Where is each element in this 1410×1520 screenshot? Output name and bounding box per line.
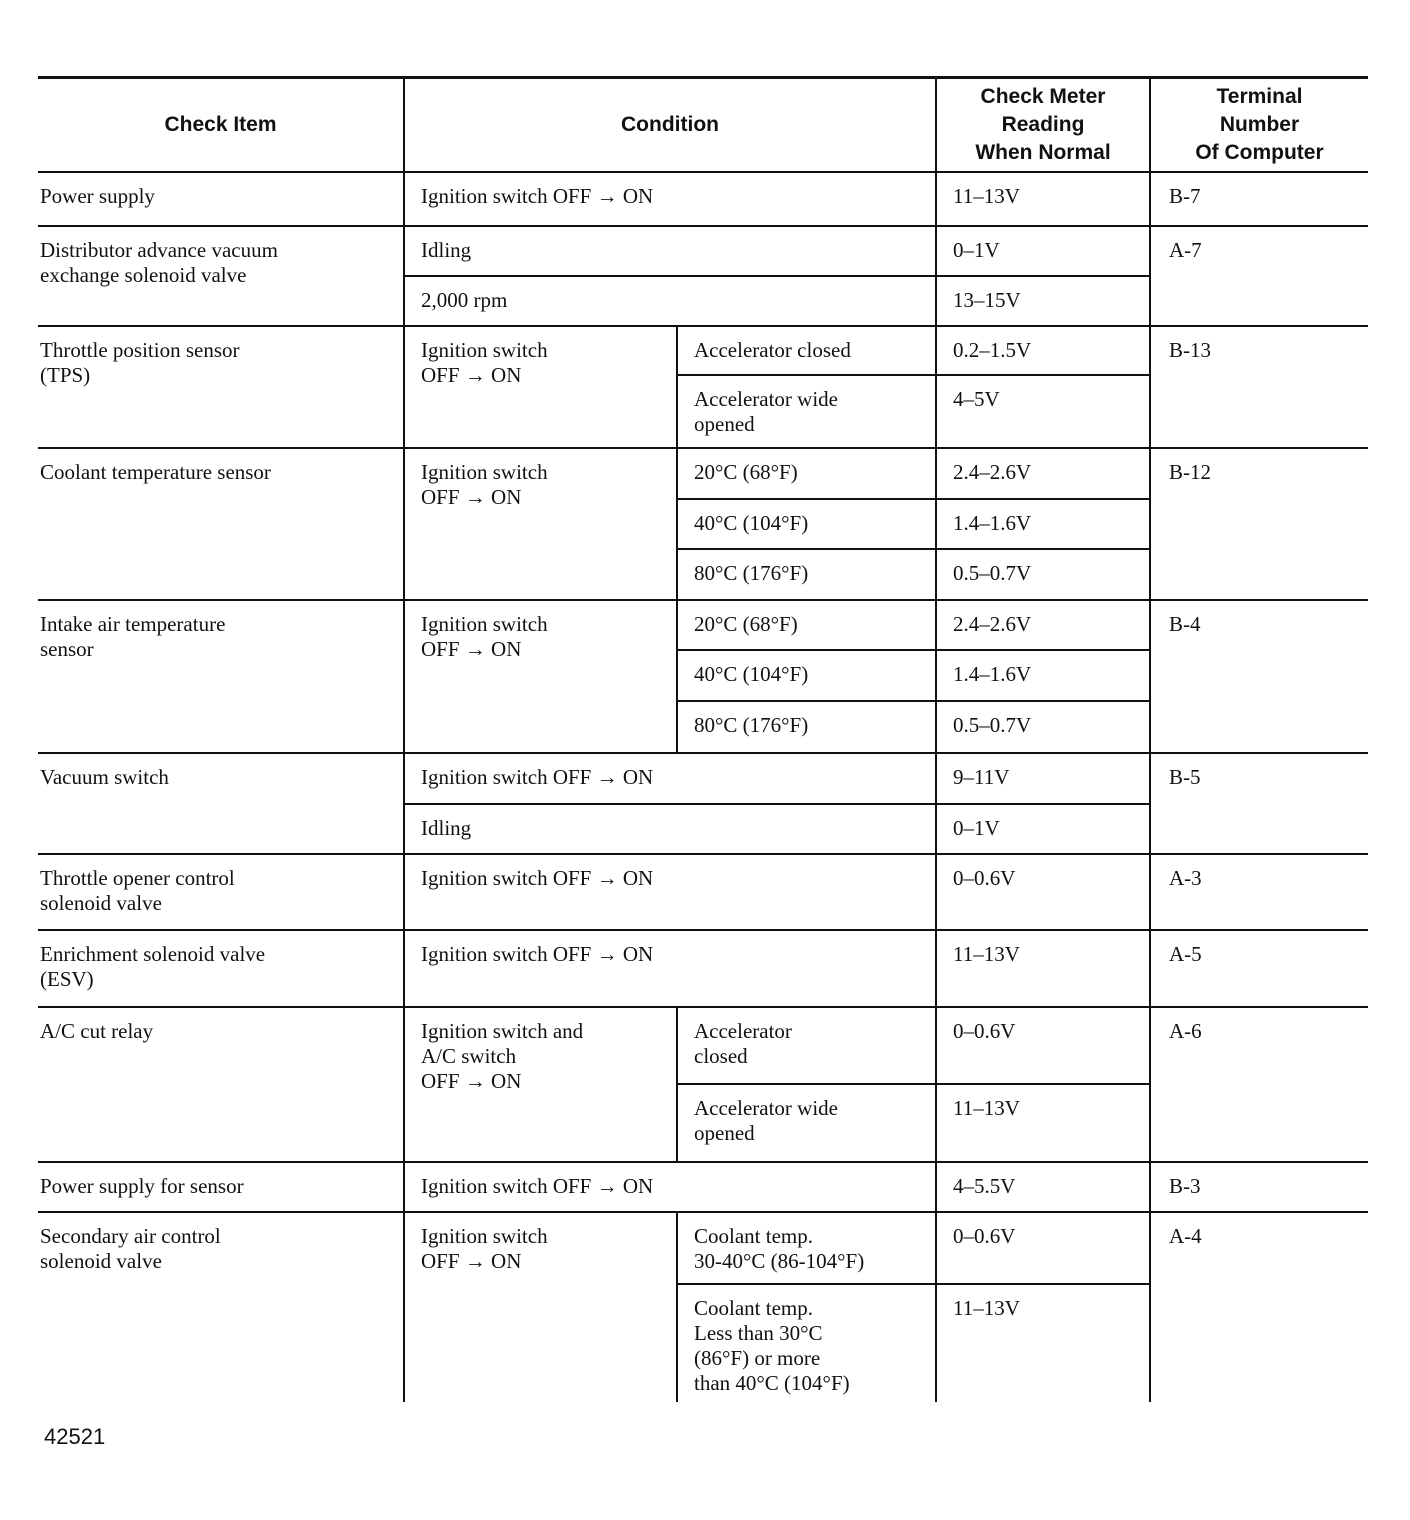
condition-cell: Ignition switch OFF → ON (404, 1212, 677, 1402)
terminal-cell: B-5 (1150, 753, 1368, 854)
check-item-cell: Power supply (38, 172, 404, 226)
figure-code: 42521 (44, 1424, 106, 1449)
reading-cell: 1.4–1.6V (936, 650, 1150, 701)
reading-cell: 2.4–2.6V (936, 448, 1150, 499)
condition-cell: Ignition switch OFF → ON (404, 172, 936, 226)
reading-cell: 11–13V (936, 1084, 1150, 1162)
sub-condition-cell: Accelerator closed (677, 326, 936, 375)
condition-cell: Ignition switch OFF → ON (404, 326, 677, 448)
condition-cell: Ignition switch OFF → ON (404, 600, 677, 753)
table-body (38, 172, 1368, 1402)
check-item-cell: Vacuum switch (38, 753, 404, 854)
table-row (38, 448, 1368, 499)
terminal-cell: B-12 (1150, 448, 1368, 600)
terminal-cell: B-7 (1150, 172, 1368, 226)
condition-cell: Idling (404, 804, 936, 854)
table-row (38, 930, 1368, 1007)
sub-condition-cell: Coolant temp. Less than 30°C (86°F) or more than 40°C (104°F) (677, 1284, 936, 1402)
reading-cell: 4–5V (936, 375, 1150, 448)
terminal-cell: A-3 (1150, 854, 1368, 930)
table-row (38, 1007, 1368, 1084)
reading-cell: 0.2–1.5V (936, 326, 1150, 375)
reading-cell: 4–5.5V (936, 1162, 1150, 1212)
reading-cell: 0–0.6V (936, 1007, 1150, 1084)
reading-cell: 11–13V (936, 172, 1150, 226)
header-terminal-number: Terminal Number Of Computer (1150, 78, 1368, 173)
condition-cell: Ignition switch OFF → ON (404, 1162, 936, 1212)
reading-cell: 0.5–0.7V (936, 701, 1150, 753)
condition-cell: Ignition switch OFF → ON (404, 448, 677, 600)
reading-cell: 11–13V (936, 930, 1150, 1007)
terminal-cell: B-13 (1150, 326, 1368, 448)
check-item-cell: Throttle position sensor (TPS) (38, 326, 404, 448)
condition-cell: Idling (404, 226, 936, 276)
reading-cell: 0–0.6V (936, 1212, 1150, 1284)
check-item-cell: A/C cut relay (38, 1007, 404, 1162)
condition-cell: Ignition switch OFF → ON (404, 854, 936, 930)
sub-condition-cell: 20°C (68°F) (677, 448, 936, 499)
check-item-cell: Secondary air control solenoid valve (38, 1212, 404, 1402)
table-row (38, 1212, 1368, 1284)
sub-condition-cell: Accelerator wide opened (677, 375, 936, 448)
header-condition: Condition (404, 78, 936, 173)
check-item-cell: Power supply for sensor (38, 1162, 404, 1212)
terminal-cell: B-4 (1150, 600, 1368, 753)
table-row (38, 753, 1368, 804)
table-row (38, 1162, 1368, 1212)
terminal-cell: A-6 (1150, 1007, 1368, 1162)
header-row (38, 78, 1368, 173)
terminal-cell: B-3 (1150, 1162, 1368, 1212)
reading-cell: 13–15V (936, 276, 1150, 326)
terminal-cell: A-5 (1150, 930, 1368, 1007)
table-row (38, 600, 1368, 650)
check-item-cell: Distributor advance vacuum exchange solenoid valve (38, 226, 404, 326)
reading-cell: 0–0.6V (936, 854, 1150, 930)
reading-cell: 11–13V (936, 1284, 1150, 1402)
sub-condition-cell: 40°C (104°F) (677, 650, 936, 701)
check-item-cell: Coolant temperature sensor (38, 448, 404, 600)
header-meter-reading: Check Meter Reading When Normal (936, 78, 1150, 173)
header-check-item: Check Item (38, 78, 404, 173)
reading-cell: 1.4–1.6V (936, 499, 1150, 549)
table-row (38, 172, 1368, 226)
table-row (38, 854, 1368, 930)
reading-cell: 9–11V (936, 753, 1150, 804)
ecu-check-table (38, 76, 1368, 1402)
condition-cell: 2,000 rpm (404, 276, 936, 326)
sub-condition-cell: Accelerator closed (677, 1007, 936, 1084)
sub-condition-cell: 80°C (176°F) (677, 701, 936, 753)
check-item-cell: Enrichment solenoid valve (ESV) (38, 930, 404, 1007)
check-table-sheet (38, 76, 1368, 1402)
sub-condition-cell: 20°C (68°F) (677, 600, 936, 650)
condition-cell: Ignition switch OFF → ON (404, 930, 936, 1007)
condition-cell: Ignition switch OFF → ON (404, 753, 936, 804)
terminal-cell: A-4 (1150, 1212, 1368, 1402)
condition-cell: Ignition switch and A/C switch OFF → ON (404, 1007, 677, 1162)
reading-cell: 0.5–0.7V (936, 549, 1150, 600)
reading-cell: 0–1V (936, 226, 1150, 276)
table-row (38, 326, 1368, 375)
check-item-cell: Intake air temperature sensor (38, 600, 404, 753)
reading-cell: 0–1V (936, 804, 1150, 854)
reading-cell: 2.4–2.6V (936, 600, 1150, 650)
sub-condition-cell: Accelerator wide opened (677, 1084, 936, 1162)
sub-condition-cell: Coolant temp. 30-40°C (86-104°F) (677, 1212, 936, 1284)
sub-condition-cell: 80°C (176°F) (677, 549, 936, 600)
check-item-cell: Throttle opener control solenoid valve (38, 854, 404, 930)
terminal-cell: A-7 (1150, 226, 1368, 326)
table-row (38, 226, 1368, 276)
sub-condition-cell: 40°C (104°F) (677, 499, 936, 549)
